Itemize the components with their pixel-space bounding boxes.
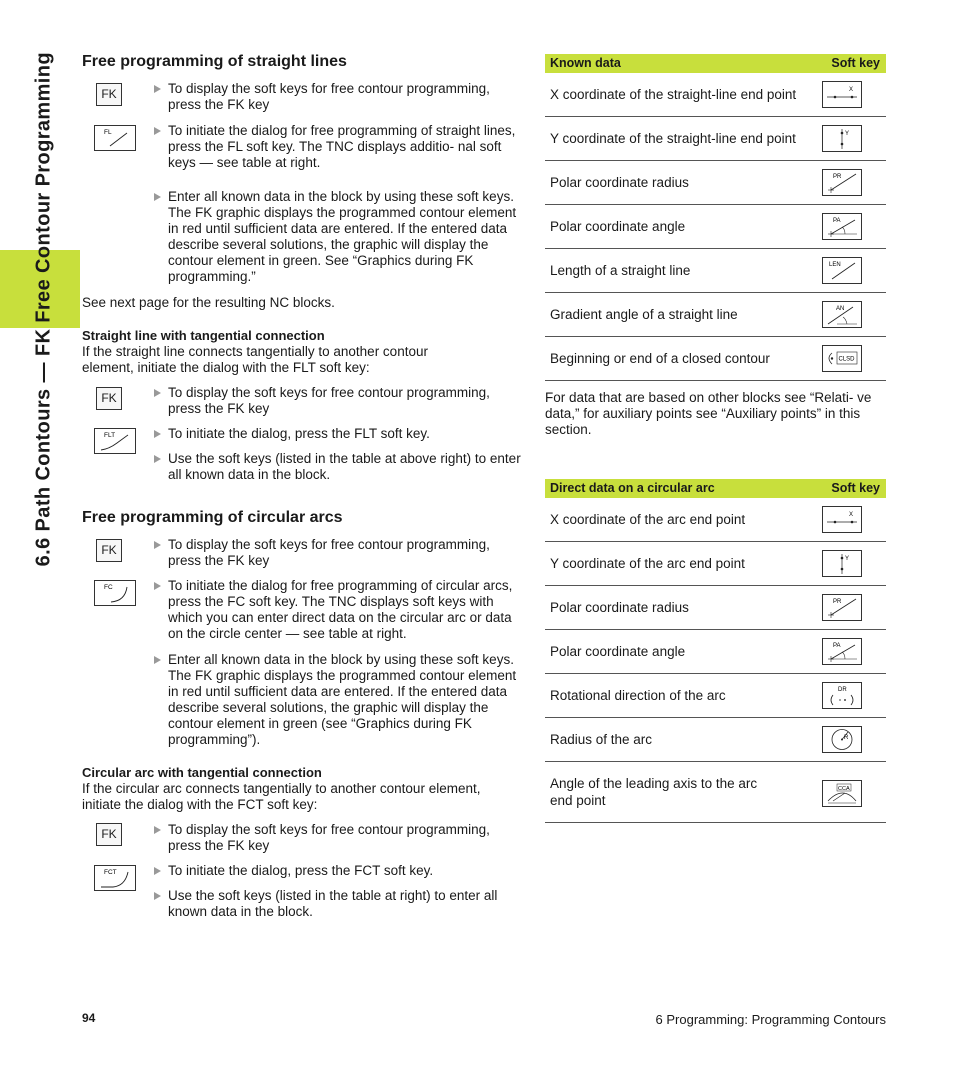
key-label: PR — [833, 599, 842, 605]
step-text: To initiate the dialog, press the FLT soft key. — [168, 426, 430, 441]
y-coordinate-icon — [823, 551, 861, 576]
fc-arc-icon — [95, 581, 135, 605]
step-text: Enter all known data in the block by using these soft keys. The FK graphic displays the programmed contour element in red until sufficient data are entered. If the entered data describe several solutions, the graphic will display the contour element in green. See “Graphics during FK programming.” — [168, 189, 517, 284]
key-label: R — [844, 735, 849, 741]
key-label: CLSD — [838, 356, 855, 363]
x-coordinate-icon — [823, 507, 861, 532]
table-row — [545, 73, 886, 117]
header-soft-key: Soft key — [831, 481, 880, 495]
row-label: Gradient angle of a straight line — [550, 307, 738, 322]
row-label: Polar coordinate angle — [550, 644, 686, 659]
subsection-intro: If the circular arc connects tangentially to another contour element, initiate the dialog with the FCT soft key: — [82, 781, 481, 812]
table-row — [545, 498, 886, 542]
key-label: X — [849, 87, 854, 93]
table-header — [545, 479, 886, 498]
fct-arc-icon — [95, 866, 135, 890]
y-softkey[interactable] — [822, 550, 862, 577]
arc-radius-icon — [823, 727, 861, 752]
header-soft-key: Soft key — [831, 56, 880, 70]
table-row — [545, 542, 886, 586]
step-text: To initiate the dialog for free programming of circular arcs, press the FC soft key. The TNC displays soft keys with which you can enter direct data on the circular arc or data on the circle center — see table at right. — [168, 578, 513, 641]
relative-data-note: For data that are based on other blocks see “Relati- ve data,” for auxiliary points see “Auxiliary points” in this section. — [545, 390, 872, 437]
x-coordinate-icon — [823, 82, 861, 107]
step-text: To display the soft keys for free contour programming, press the FK key — [168, 385, 490, 416]
table-row — [545, 630, 886, 674]
x-softkey[interactable] — [822, 81, 862, 108]
step — [154, 426, 526, 442]
step-text: To display the soft keys for free contour programming, press the FK key — [168, 822, 490, 853]
circular-arc-table — [545, 479, 886, 823]
arrow-icon — [154, 541, 161, 549]
clsd-softkey[interactable] — [822, 345, 862, 372]
arrow-icon — [154, 430, 161, 438]
row-label: X coordinate of the arc end point — [550, 512, 746, 527]
subsection-title-flt: Straight line with tangential connection — [82, 328, 325, 343]
arrow-icon — [154, 389, 161, 397]
key-label: Y — [845, 556, 850, 562]
step-text: To display the soft keys for free contour programming, press the FK key — [168, 81, 490, 112]
see-next-note: See next page for the resulting NC blocks. — [82, 295, 335, 310]
step-text: Enter all known data in the block by using these soft keys. The FK graphic displays the programmed contour element in red until sufficient data are entered. If the entered data describe several solutions, the graphic will display the contour element in green (see “Graphics during FK programming”). — [168, 652, 517, 747]
key-label: DR — [838, 687, 847, 693]
y-softkey[interactable] — [822, 125, 862, 152]
side-tab-title: 6.6 Path Contours — FK Free Contour Programming — [32, 52, 55, 567]
len-softkey[interactable] — [822, 257, 862, 284]
step — [154, 123, 526, 171]
step-text: To initiate the dialog for free programming of straight lines, press the FL soft key. The TNC displays additio- nal soft keys — see table at right. — [168, 123, 516, 170]
step-text: Use the soft keys (listed in the table at right) to enter all known data in the block. — [168, 888, 498, 919]
x-softkey[interactable] — [822, 506, 862, 533]
arrow-icon — [154, 867, 161, 875]
table-row — [545, 249, 886, 293]
length-icon — [823, 258, 861, 283]
row-label: Y coordinate of the arc end point — [550, 556, 745, 571]
pa-softkey[interactable] — [822, 638, 862, 665]
row-label: Rotational direction of the arc — [550, 688, 726, 703]
rotation-direction-icon — [823, 683, 861, 708]
section-title-straight-lines: Free programming of straight lines — [82, 53, 347, 70]
step — [154, 451, 526, 483]
table-row — [545, 337, 886, 381]
dr-softkey[interactable] — [822, 682, 862, 709]
gradient-angle-icon — [823, 302, 861, 327]
step — [154, 822, 526, 854]
subsection-intro: If the straight line connects tangentially to another contour element, initiate the dialog with the FLT soft key: — [82, 344, 428, 375]
row-label: X coordinate of the straight-line end point — [550, 87, 797, 102]
pa-softkey[interactable] — [822, 213, 862, 240]
table-header — [545, 54, 886, 73]
r-softkey[interactable] — [822, 726, 862, 753]
table-row — [545, 205, 886, 249]
an-softkey[interactable] — [822, 301, 862, 328]
key-label: AN — [836, 306, 845, 312]
arrow-icon — [154, 193, 161, 201]
subsection-title-fct: Circular arc with tangential connection — [82, 765, 322, 780]
polar-radius-icon — [823, 595, 861, 620]
step-text: Use the soft keys (listed in the table at above right) to enter all known data in the block. — [168, 451, 521, 482]
row-label: Polar coordinate radius — [550, 600, 689, 615]
fct-label: FCT — [104, 869, 117, 876]
step-text: To display the soft keys for free contour programming, press the FK key — [168, 537, 490, 568]
fl-softkey[interactable] — [94, 125, 136, 151]
fk-key[interactable]: FK — [96, 83, 122, 106]
arrow-icon — [154, 826, 161, 834]
table-row — [545, 117, 886, 161]
step — [154, 81, 526, 113]
fl-label: FL — [104, 129, 112, 136]
key-label: PA — [833, 218, 841, 224]
step — [154, 863, 526, 879]
cca-softkey[interactable] — [822, 780, 862, 807]
key-label: PA — [833, 643, 841, 649]
fk-key[interactable]: FK — [96, 539, 122, 562]
pr-softkey[interactable] — [822, 169, 862, 196]
step — [154, 189, 526, 285]
header-known-data: Known data — [550, 56, 621, 70]
arrow-icon — [154, 656, 161, 664]
arrow-icon — [154, 455, 161, 463]
fk-key[interactable]: FK — [96, 387, 122, 410]
row-label: Beginning or end of a closed contour — [550, 351, 770, 366]
fl-line-icon — [95, 126, 135, 150]
leading-axis-angle-icon — [823, 781, 861, 806]
header-direct-data: Direct data on a circular arc — [550, 481, 715, 495]
step — [154, 385, 526, 417]
key-label: CCA — [838, 786, 850, 792]
polar-angle-icon — [823, 214, 861, 239]
row-label: Polar coordinate radius — [550, 175, 689, 190]
flt-label: FLT — [104, 432, 116, 439]
arrow-icon — [154, 85, 161, 93]
key-label: LEN — [829, 262, 841, 268]
fc-softkey[interactable] — [94, 580, 136, 606]
flt-line-icon — [95, 429, 135, 453]
table-row — [545, 718, 886, 762]
table-row — [545, 674, 886, 718]
row-label: Angle of the leading axis to the arc end point — [550, 776, 758, 808]
row-label: Length of a straight line — [550, 263, 691, 278]
polar-radius-icon — [823, 170, 861, 195]
key-label: X — [849, 512, 854, 518]
fc-label: FC — [104, 584, 113, 591]
chapter-footer: 6 Programming: Programming Contours — [655, 1012, 886, 1027]
section-title-circular-arcs: Free programming of circular arcs — [82, 509, 343, 526]
page-number: 94 — [82, 1011, 96, 1025]
key-label: PR — [833, 174, 842, 180]
closed-contour-icon — [823, 346, 861, 371]
key-label: Y — [845, 131, 850, 137]
row-label: Radius of the arc — [550, 732, 653, 747]
arrow-icon — [154, 892, 161, 900]
known-data-table — [545, 54, 886, 381]
polar-angle-icon — [823, 639, 861, 664]
pr-softkey[interactable] — [822, 594, 862, 621]
table-row — [545, 762, 886, 823]
step — [154, 578, 526, 642]
table-row — [545, 293, 886, 337]
row-label: Polar coordinate angle — [550, 219, 686, 234]
flt-softkey[interactable] — [94, 428, 136, 454]
arrow-icon — [154, 582, 161, 590]
fct-softkey[interactable] — [94, 865, 136, 891]
arrow-icon — [154, 127, 161, 135]
row-label: Y coordinate of the straight-line end point — [550, 131, 796, 146]
table-row — [545, 586, 886, 630]
step — [154, 537, 526, 569]
fk-key[interactable]: FK — [96, 823, 122, 846]
y-coordinate-icon — [823, 126, 861, 151]
step — [154, 888, 526, 920]
step-text: To initiate the dialog, press the FCT soft key. — [168, 863, 434, 878]
step — [154, 652, 526, 748]
table-row — [545, 161, 886, 205]
